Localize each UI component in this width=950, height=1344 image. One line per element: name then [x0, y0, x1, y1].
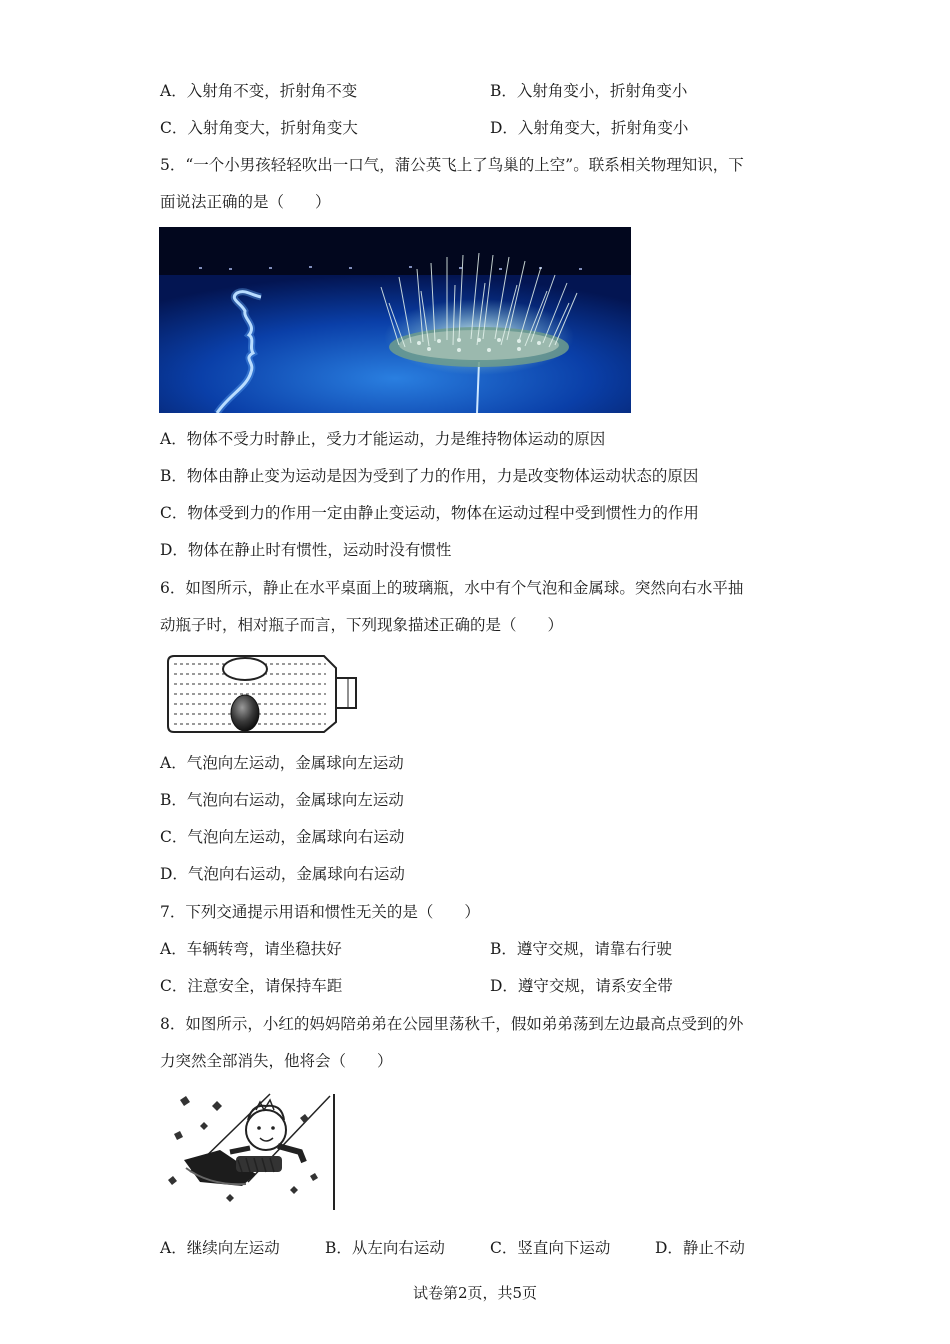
q6-option-d: D．气泡向右运动，金属球向右运动	[160, 865, 405, 883]
q5-option-a: A．物体不受力时静止，受力才能运动，力是维持物体运动的原因	[160, 430, 606, 448]
q8-option-b: B．从左向右运动	[325, 1239, 445, 1257]
q4-option-b: B．入射角变小，折射角变小	[490, 82, 688, 100]
q5-stem-line2: 面说法正确的是（ ）	[160, 193, 331, 211]
q4-option-a: A．入射角不变，折射角不变	[160, 82, 358, 100]
q6-option-a: A．气泡向左运动，金属球向左运动	[160, 754, 404, 772]
q7-option-b: B．遵守交规，请靠右行驶	[490, 940, 672, 958]
q6-stem-line2: 动瓶子时，相对瓶子而言，下列现象描述正确的是（ ）	[160, 616, 564, 634]
q7-option-d: D．遵守交规，请系安全带	[490, 977, 673, 995]
q8-option-c: C．竖直向下运动	[490, 1239, 611, 1257]
q6-stem-line1: 6．如图所示，静止在水平桌面上的玻璃瓶，水中有个气泡和金属球。突然向右水平抽	[160, 579, 744, 597]
q8-stem-line2: 力突然全部消失，他将会（ ）	[160, 1052, 393, 1070]
swing-boy-illustration	[160, 1090, 338, 1212]
q6-option-c: C．气泡向左运动，金属球向右运动	[160, 828, 405, 846]
q8-stem-line1: 8．如图所示，小红的妈妈陪弟弟在公园里荡秋千，假如弟弟荡到左边最高点受到的外	[160, 1015, 744, 1033]
dandelion-ceremony-image	[159, 227, 631, 413]
q8-option-d: D．静止不动	[655, 1239, 745, 1257]
q7-stem: 7．下列交通提示用语和惯性无关的是（ ）	[160, 903, 480, 921]
q8-option-a: A．继续向左运动	[160, 1239, 280, 1257]
glass-bottle-diagram	[166, 652, 362, 736]
q7-option-c: C．注意安全，请保持车距	[160, 977, 343, 995]
q4-option-d: D．入射角变大，折射角变小	[490, 119, 689, 137]
q5-option-c: C．物体受到力的作用一定由静止变运动，物体在运动过程中受到惯性力的作用	[160, 504, 699, 522]
q5-stem-line1: 5．“一个小男孩轻轻吹出一口气，蒲公英飞上了鸟巢的上空”。联系相关物理知识，下	[160, 156, 744, 174]
page-footer: 试卷第2页，共5页	[412, 1284, 538, 1302]
q7-option-a: A．车辆转弯，请坐稳扶好	[160, 940, 342, 958]
q4-option-c: C．入射角变大，折射角变大	[160, 119, 358, 137]
q6-option-b: B．气泡向右运动，金属球向左运动	[160, 791, 404, 809]
q5-option-d: D．物体在静止时有惯性，运动时没有惯性	[160, 541, 452, 559]
q5-option-b: B．物体由静止变为运动是因为受到了力的作用，力是改变物体运动状态的原因	[160, 467, 699, 485]
